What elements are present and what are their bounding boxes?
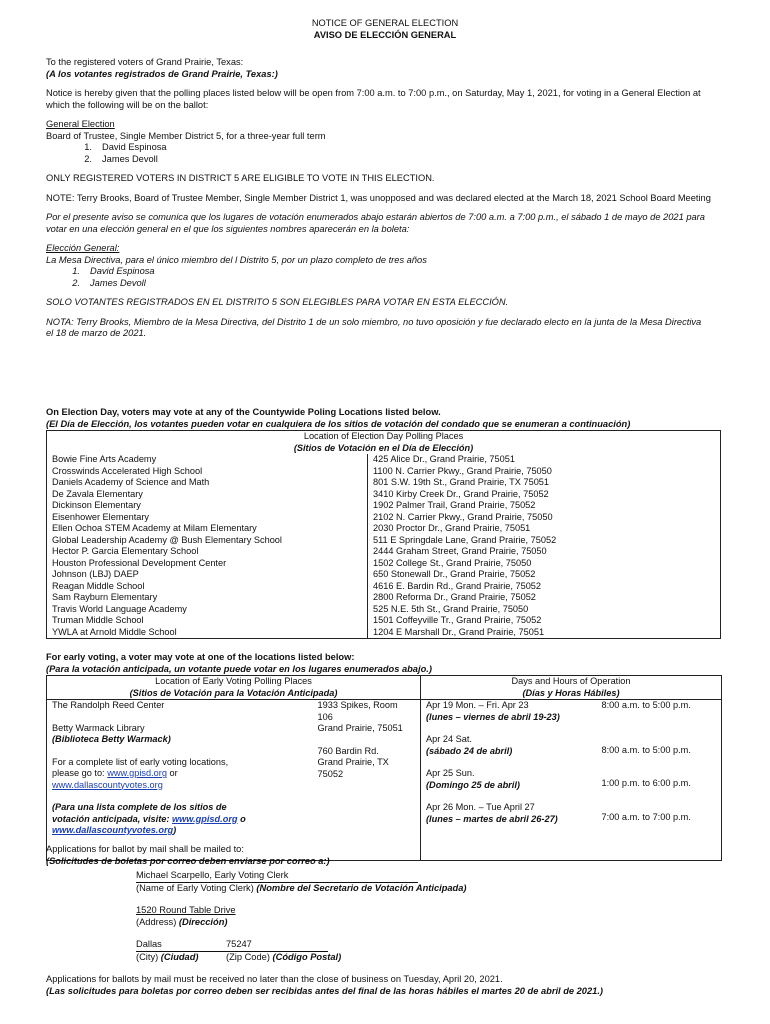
polling-location-address: 1501 Coffeyville Tr., Grand Prairie, 75052 (373, 615, 542, 625)
to-voters: To the registered voters of Grand Prairie, Texas: (46, 57, 244, 67)
polling-location-address: 425 Alice Dr., Grand Prairie, 75051 (373, 454, 515, 464)
clerk-name: Michael Scarpello, Early Voting Clerk (136, 870, 418, 883)
early-voting-table (46, 675, 722, 861)
polling-location-name: Eisenhower Elementary (47, 512, 368, 524)
unopposed-note: NOTE: Terry Brooks, Board of Trustee Member, Single Member District 1, was unopposed and was declared elected at the March 18, 2021 School Board Meeting (46, 192, 711, 203)
polling-location-address: 1204 E Marshall Dr., Grand Prairie, 75051 (373, 626, 545, 637)
office-line: Board of Trustee, Single Member District 5, for a three-year full term (46, 130, 326, 141)
city-zip-line (136, 939, 328, 952)
table-title-es: (Sitios de Votación en el Día de Elección) (293, 442, 474, 453)
ev-location-names: The Randolph Reed Center Betty Warmack Library (Biblioteca Betty Warmack) For a complete list of early voting locations, please go to: www.gpisd.org or www.dallascountyvotes.org (Para una lista complete de los sitios de votación anticipada, visite: www.gpisd.org o www.dallascountyvotes.org) (47, 700, 313, 861)
polling-location-name: YWLA at Arnold Middle School (47, 627, 368, 639)
polling-location-name: Dickinson Elementary (47, 500, 368, 512)
polling-location-address: 650 Stonewall Dr., Grand Prairie, 75052 (373, 569, 536, 579)
ev-location-1-name: The Randolph Reed Center (52, 700, 165, 710)
polling-location-name: Houston Professional Development Center (47, 558, 368, 570)
gpisd-link[interactable]: www.gpisd.org (107, 768, 167, 778)
polling-location-name: Ellen Ochoa STEM Academy at Milam Elementary (47, 523, 368, 535)
polling-location-name: Hector P. Garcia Elementary School (47, 546, 368, 558)
ev-days: Apr 19 Mon. – Fri. Apr 23 (lunes – viernes de abril 19-23) Apr 24 Sat. (sábado 24 de abril) Apr 25 Sun. (Domingo 25 de abril) Apr 26 Mon. – Tue April 27 (lunes – martes de abril 26-27) (421, 700, 597, 861)
candidate-item: 2. James Devoll (84, 153, 158, 164)
notice-title-es: AVISO DE ELECCIÓN GENERAL (313, 29, 457, 40)
candidate-item-es: 2. James Devoll (72, 277, 146, 288)
polling-location-address: 2800 Reforma Dr., Grand Prairie, 75052 (373, 592, 536, 602)
table-row (47, 500, 721, 512)
polling-location-address: 1502 College St., Grand Prairie, 75050 (373, 557, 532, 568)
gpisd-link-es[interactable]: www.gpisd.org (172, 813, 238, 824)
dallascountyvotes-link[interactable]: www.dallascountyvotes.org (52, 779, 163, 790)
city: Dallas (136, 939, 162, 949)
polling-location-name: Global Leadership Academy @ Bush Elementary School (47, 535, 368, 547)
polling-location-name: Johnson (LBJ) DAEP (47, 569, 368, 581)
table-row (47, 512, 721, 524)
clerk-address: 1520 Round Table Drive (136, 905, 236, 915)
polling-location-name: Sam Rayburn Elementary (47, 592, 368, 604)
polling-location-address: 1100 N. Carrier Pkwy., Grand Prairie, 75050 (373, 465, 552, 476)
polling-location-address: 511 E Springdale Lane, Grand Prairie, 75052 (373, 534, 557, 545)
general-election-heading: General Election (46, 119, 115, 129)
polling-location-address: 2102 N. Carrier Pkwy., Grand Prairie, 75050 (373, 511, 553, 522)
general-election-heading-es: Elección General: (46, 243, 120, 253)
office-line-es: La Mesa Directiva, para el único miembro del l Distrito 5, por un plazo completo de tres años (46, 254, 427, 265)
table-row (47, 535, 721, 547)
notice-paragraph-es: Por el presente aviso se comunica que los lugares de votación enumerados abajo estarán abiertos de 7:00 a.m. a 7:00 p.m., el sábado 1 de mayo de 2021 para votar en una elección general en el que los siguientes nombres aparecerán en la boleta: (46, 212, 705, 234)
ev-location-header: Location of Early Voting Polling Places (Sitios de Votación para la Votación Anticipada) (47, 676, 421, 700)
notice-paragraph: Notice is hereby given that the polling places listed below will be open from 7:00 a.m. to 7:00 p.m., on Saturday, May 1, 2021, for voting in a General Election at which the following will be on the ballot: (46, 88, 701, 110)
table-row (47, 546, 721, 558)
ev-location-2-name: Betty Warmack Library (52, 722, 145, 733)
mail-deadline-es: (Las solicitudes para boletas por correo deben ser recibidas antes del final de las horas hábiles el martes 20 de abril de 2021.) (46, 985, 603, 996)
table-row (47, 523, 721, 535)
clerk-label: (Name of Early Voting Clerk) (Nombre del Secretario de Votación Anticipada) (136, 882, 467, 893)
ev-hours-header: Days and Hours of Operation (Días y Horas Hábiles) (421, 676, 722, 700)
mail-deadline: Applications for ballots by mail must be received no later than the close of business on Tuesday, April 20, 2021. (46, 974, 503, 984)
polling-location-name: Bowie Fine Arts Academy (47, 454, 368, 466)
polling-location-name: Truman Middle School (47, 615, 368, 627)
candidate-item-es: 1. David Espinosa (72, 266, 155, 276)
polling-location-name: Daniels Academy of Science and Math (47, 477, 368, 489)
polling-location-address: 525 N.E. 5th St., Grand Prairie, 75050 (373, 603, 529, 614)
ev-location-addresses: 1933 Spikes, Room 106 Grand Prairie, 75051 760 Bardin Rd. Grand Prairie, TX 75052 (313, 700, 421, 861)
polling-location-name: Reagan Middle School (47, 581, 368, 593)
zip: 75247 (226, 939, 252, 949)
polling-location-address: 2444 Graham Street, Grand Prairie, 75050 (373, 546, 547, 556)
mail-intro-es: (Solicitudes de boletas por correo deben enviarse por correo a:) (46, 855, 330, 866)
table-row (47, 604, 721, 616)
polling-location-address: 2030 Proctor Dr., Grand Prairie, 75051 (373, 523, 531, 533)
polling-location-address: 1902 Palmer Trail, Grand Prairie, 75052 (373, 500, 536, 510)
table-row (47, 627, 721, 639)
eligibility-notice-es: SOLO VOTANTES REGISTRADOS EN EL DISTRITO 5 SON ELEGIBLES PARA VOTAR EN ESTA ELECCIÓN. (46, 297, 509, 307)
ev-location-2-name-es: (Biblioteca Betty Warmack) (52, 734, 171, 744)
table-row (47, 592, 721, 604)
polling-location-name: Crosswinds Accelerated High School (47, 466, 368, 478)
table-row (47, 489, 721, 501)
polling-location-address: 801 S.W. 19th St., Grand Prairie, TX 75051 (373, 477, 550, 487)
election-day-intro: On Election Day, voters may vote at any of the Countywide Poling Locations listed below. (46, 407, 441, 417)
candidate-item: 1. David Espinosa (84, 142, 167, 152)
to-voters-es: (A los votantes registrados de Grand Prairie, Texas:) (46, 68, 278, 79)
eligibility-notice: ONLY REGISTERED VOTERS IN DISTRICT 5 ARE ELIGIBLE TO VOTE IN THIS ELECTION. (46, 173, 435, 183)
polling-location-name: Travis World Language Academy (47, 604, 368, 616)
early-voting-intro-es: (Para la votación anticipada, un votante puede votar en los lugares enumerados abajo.) (46, 663, 432, 674)
polling-location-address: 3410 Kirby Creek Dr., Grand Prairie, 75052 (373, 488, 549, 499)
polling-location-address: 4616 E. Bardin Rd., Grand Prairie, 75052 (373, 580, 542, 591)
table-title: Location of Election Day Polling Places (303, 431, 464, 441)
table-row (47, 581, 721, 593)
mail-intro: Applications for ballot by mail shall be mailed to: (46, 844, 244, 854)
unopposed-note-es: NOTA: Terry Brooks, Miembro de la Mesa Directiva, del Distrito 1 de un solo miembro, no tuvo oposición y fue declarado electo en la junta de la Mesa Directiva el 18 de marzo de 2021. (46, 316, 702, 338)
table-row (47, 558, 721, 570)
city-zip-label: (City) (Ciudad) (Zip Code) (Código Postal) (136, 951, 342, 962)
table-row (47, 569, 721, 581)
table-row (47, 615, 721, 627)
ev-hours: 8:00 a.m. to 5:00 p.m. 8:00 a.m. to 5:00 p.m. 1:00 p.m. to 6:00 p.m. 7:00 a.m. to 7:00 p.m. (597, 700, 722, 861)
table-row (47, 477, 721, 489)
election-day-intro-es: (El Día de Elección, los votantes pueden votar en cualquiera de los sitios de votación del condado que se enumeran a continuación) (46, 418, 631, 429)
address-label: (Address) (Dirección) (136, 916, 228, 927)
polling-location-name: De Zavala Elementary (47, 489, 368, 501)
early-voting-intro: For early voting, a voter may vote at one of the locations listed below: (46, 652, 355, 662)
table-row (47, 466, 721, 478)
notice-title: NOTICE OF GENERAL ELECTION (311, 18, 459, 28)
election-day-table (46, 430, 721, 639)
table-row (47, 454, 721, 466)
dallascountyvotes-link-es[interactable]: www.dallascountyvotes.org (52, 825, 174, 835)
